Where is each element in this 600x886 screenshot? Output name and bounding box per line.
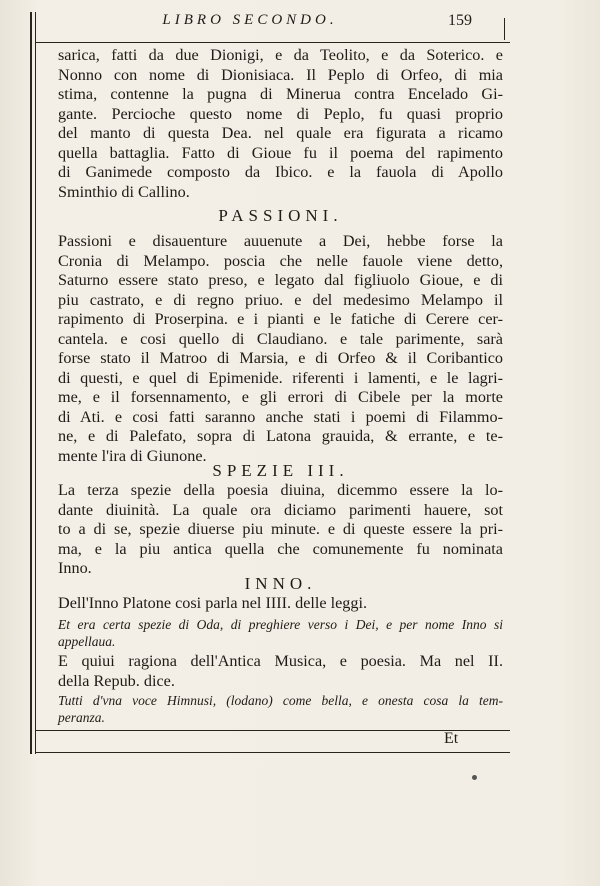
text-line: cantela. e cosi quello di Claudiano. e tale parimente, sarà — [58, 329, 503, 348]
heading-spezie: SPEZIE III. — [212, 461, 349, 480]
paragraph-passioni — [58, 232, 503, 466]
quote-line: peranza. — [58, 710, 105, 725]
ink-spot — [472, 775, 477, 780]
text-line: forse stato il Matroo di Marsia, e di Orfeo & il Coribantico — [58, 349, 503, 367]
quote-line: Tutti d'vna voce Himnusi, (lodano) come bella, e onesta cosa la tem- — [58, 693, 503, 708]
text-line: della Repub. dice. — [58, 671, 175, 690]
text-line: dante diuinità. La quale ora diciamo parimenti hauere, sot — [58, 500, 503, 519]
page-number: 159 — [448, 12, 472, 29]
text-line: di Ati. e cosi fatti saranno anche stati i poemi di Filammo- — [58, 407, 503, 426]
quote-line: appellaua. — [58, 634, 116, 649]
quote-line: Et era certa spezie di Oda, di preghiere verso i Dei, e per nome Inno si — [58, 617, 503, 632]
text-line: ma, e la piu antica quella che comunemente fu nominata — [58, 539, 503, 558]
left-border-rule — [30, 12, 32, 754]
heading-passioni: PASSIONI. — [218, 206, 343, 225]
text-line: quella battaglia. Fatto di Gioue fu il poema del rapimento — [58, 143, 503, 162]
quote-platone-leggi — [58, 616, 503, 650]
text-line: to a di se, spezie diuerse piu minute. e di queste essere la pri- — [58, 520, 503, 538]
footer-rule-lower — [36, 752, 510, 753]
text-line: di Ganimede composto da Ibico. e la fauola di Apollo — [58, 163, 503, 181]
text-line: Passioni e disauenture auuenute a Dei, hebbe forse la — [58, 232, 503, 250]
text-line: Saturno essere stato preso, e legato dal figliuolo Gioue, e di — [58, 271, 503, 289]
text-line: ne, e di Palefato, sopra di Latona grauida, & errante, e te- — [58, 427, 503, 445]
text-line: Inno. — [58, 559, 92, 577]
right-border-rule — [504, 18, 505, 40]
text-line: piu castrato, e di regno priuo. e del medesimo Melampo il — [58, 290, 503, 309]
text-line: di questi, e quel di Epimenide. riferenti i lamenti, e le lagri- — [58, 368, 503, 387]
running-head: LIBRO SECONDO. — [162, 12, 338, 28]
paragraph-spezie — [58, 481, 503, 579]
text-line: rapimento di Proserpina. e i pianti e le fatiche di Cerere cer- — [58, 310, 503, 328]
text-line: Sminthio di Callino. — [58, 182, 190, 201]
text-line: sarica, fatti da due Dionigi, e da Teolito, e da Soterico. e — [58, 46, 503, 64]
text-line: Dell'Inno Platone cosi parla nel IIII. delle leggi. — [58, 594, 368, 612]
paragraph-intro — [58, 46, 503, 202]
paragraph-inno — [58, 594, 503, 614]
left-border-rule-inner — [35, 12, 36, 754]
paragraph-repub — [58, 652, 503, 691]
quote-repub — [58, 692, 503, 726]
text-line: mente l'ira di Giunone. — [58, 446, 207, 465]
text-line: stima, contenne la pugna di Minerua contra Encelado Gi- — [58, 85, 503, 103]
text-line: del manto di questa Dea. nel quale era figurata a ricamo — [58, 124, 503, 142]
header-rule — [36, 42, 510, 43]
heading-inno: INNO. — [244, 574, 317, 593]
catchword: Et — [444, 730, 459, 747]
text-line: Nonno con nome di Dionisiaca. Il Peplo di Orfeo, di mia — [58, 65, 503, 84]
text-line: Cronia di Melampo. poscia che nelle fauole viene detto, — [58, 251, 503, 270]
footer-rule-upper — [36, 730, 510, 731]
text-line: La terza spezie della poesia diuina, dicemmo essere la lo- — [58, 481, 503, 499]
text-line: me, e il forsennamento, e gli errori di Cibele per la morte — [58, 388, 503, 406]
text-line: gante. Percioche questo nome di Peplo, fu quasi proprio — [58, 104, 503, 123]
text-line: E quiui ragiona dell'Antica Musica, e poesia. Ma nel II. — [58, 652, 503, 670]
